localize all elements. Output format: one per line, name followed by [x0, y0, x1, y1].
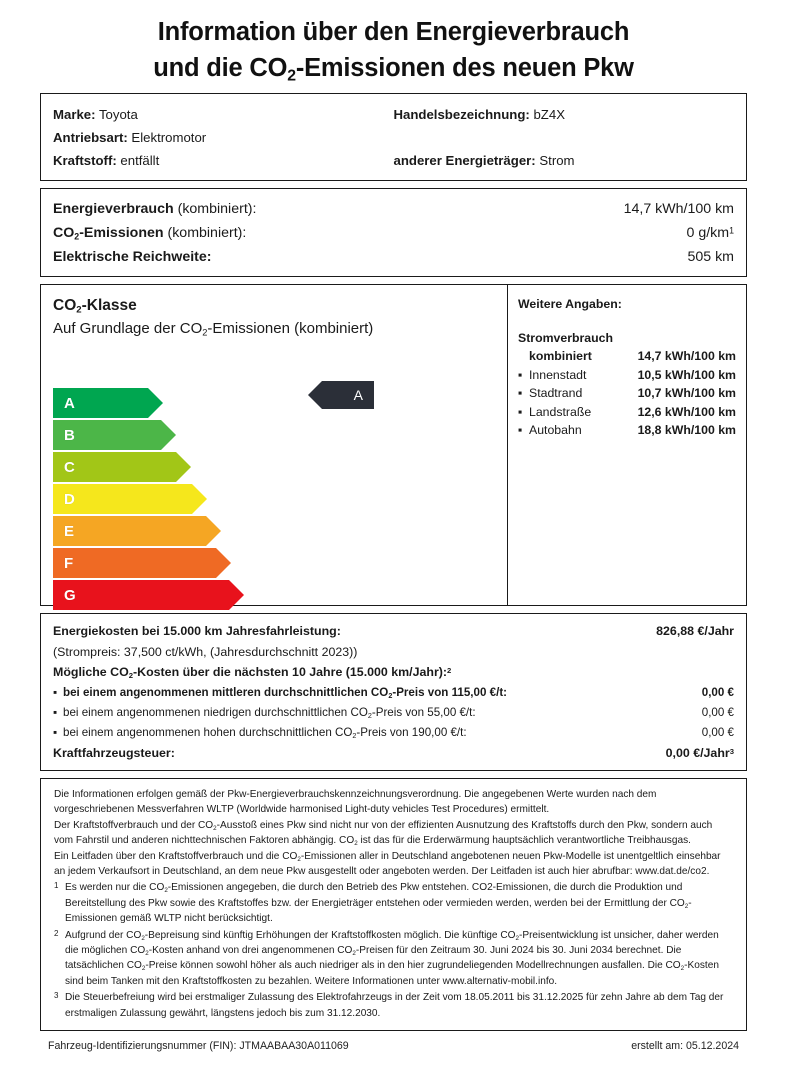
- bullet-icon: ▪: [518, 386, 523, 400]
- efficiency-bar-label-g: G: [64, 586, 76, 604]
- efficiency-bar-c: [53, 452, 229, 482]
- co2-subscript: 2: [352, 730, 357, 740]
- efficiency-bar-shape-c: [53, 452, 176, 482]
- cost-section: [40, 613, 747, 771]
- consumption-row-label: ▪ Innenstadt: [518, 366, 586, 385]
- brand-field: [53, 103, 394, 126]
- fuel-field: [53, 149, 394, 172]
- electric-range-value: 505 km: [687, 249, 734, 265]
- row-possible-co2-costs-heading: [53, 662, 734, 683]
- efficiency-bar-label-c: C: [64, 458, 75, 476]
- co2-class-marker-label: A: [353, 387, 363, 403]
- efficiency-bar-scale: [53, 388, 229, 612]
- consumption-row: [518, 384, 736, 403]
- vin-field: Fahrzeug-Identifizierungsnummer (FIN): JTMAABAA30A011069: [48, 1040, 349, 1053]
- co2-class-section: [40, 284, 747, 606]
- created-field: erstellt am: 05.12.2024: [631, 1040, 739, 1053]
- consumption-row: [518, 403, 736, 422]
- consumption-row-label: kombiniert: [529, 349, 592, 363]
- co2-subscript: 2: [202, 327, 208, 338]
- vehicle-identity-section: [40, 93, 747, 181]
- co2-subscript: 2: [684, 902, 689, 910]
- drivetrain-value: Elektromotor: [131, 130, 207, 145]
- page-title: [40, 0, 747, 86]
- row-vehicle-tax: [53, 743, 734, 764]
- efficiency-bar-shape-g: [53, 580, 229, 610]
- energy-consumption-value: 14,7 kWh/100 km: [623, 201, 734, 217]
- vin-value: JTMAABAA30A011069: [239, 1040, 349, 1053]
- consumption-row-value: 10,7 kWh/100 km: [637, 386, 736, 400]
- co2-subscript: 2: [213, 824, 217, 832]
- possible-co2-costs-label: Mögliche $CO_2$-Kosten über die nächsten 10 Jahre (15.000 km/Jahr):$^2$: [53, 665, 452, 681]
- co2-cost-scenarios: [53, 683, 734, 743]
- co2-subscript: 2: [76, 304, 82, 316]
- co2-cost-scenario-row: [53, 723, 734, 743]
- bullet-icon: ▪: [53, 685, 58, 699]
- fuel-value: entfällt: [120, 153, 160, 168]
- co2-cost-scenario-value: 0,00 €: [701, 725, 734, 739]
- model-field: [394, 103, 735, 126]
- bullet-icon: ▪: [53, 705, 58, 719]
- bullet-icon: ▪: [53, 725, 58, 739]
- consumption-row-value: 10,5 kWh/100 km: [637, 367, 736, 382]
- consumption-row: [518, 421, 736, 440]
- efficiency-bar-shape-a: [53, 388, 148, 418]
- co2-class-heading: $CO_2$-Klasse: [53, 297, 137, 316]
- co2-subscript: 2: [128, 671, 134, 681]
- co2-subscript: 2: [287, 67, 296, 85]
- fineprint-paragraph-3: Ein Leitfaden über den Kraftstoffverbrauch und die $CO_2$-Emissionen aller in Deutschland angebotenen neuen Pkw-Modelle ist unentgeltlich einsehbar an jedem Verkaufsort in Deutschland, an dem neue Pkw ausgestellt oder angeboten werden. Der Leitfaden ist auch hier abrufbar: www.dat.de/co2.: [54, 850, 721, 878]
- co2-cost-scenario-value: 0,00 €: [701, 705, 734, 719]
- co2-subscript: 2: [388, 690, 393, 700]
- electricity-price-note: (Strompreis: 37,500 ct/kWh, (Jahresdurchschnitt 2023)): [53, 644, 358, 659]
- co2-cost-scenario-row: [53, 683, 734, 703]
- consumption-row-label: ▪ Landstraße: [518, 403, 591, 422]
- row-co2-emissions: [53, 221, 734, 245]
- co2-subscript: 2: [141, 965, 146, 973]
- co2-subscript: 2: [297, 855, 301, 863]
- efficiency-bar-e: [53, 516, 229, 546]
- energy-carrier-value: Strom: [539, 153, 575, 168]
- efficiency-bar-shape-d: [53, 484, 192, 514]
- document-footer: [40, 1031, 747, 1052]
- co2-cost-scenario-label: ▪ bei einem angenommenen hohen durchschnittlichen $CO_2$-Preis von 190,00 €/t:: [53, 723, 467, 743]
- model-label: Handelsbezeichnung:: [393, 107, 530, 122]
- consumption-row-value: 14,7 kWh/100 km: [637, 349, 736, 363]
- footnote-ref-2: 2: [447, 665, 452, 675]
- co2-subscript: 2: [515, 934, 519, 942]
- footnote-1-number: 1: [54, 881, 59, 891]
- energy-carrier-label: anderer Energieträger:: [393, 153, 536, 168]
- efficiency-bar-label-f: F: [64, 554, 74, 572]
- consumption-row-label: ▪ Autobahn: [518, 421, 582, 440]
- co2-cost-scenario-label: ▪ bei einem angenommenen niedrigen durchschnittlichen $CO_2$-Preis von 55,00 €/t:: [53, 703, 476, 723]
- footnote-2-number: 2: [54, 928, 59, 938]
- energy-cost-value: 826,88 €/Jahr: [656, 624, 734, 638]
- bullet-icon: ▪: [518, 423, 523, 437]
- efficiency-bar-b: [53, 420, 229, 450]
- row-electric-range: [53, 245, 734, 269]
- consumption-row: [518, 347, 736, 366]
- consumption-row-value: 12,6 kWh/100 km: [637, 404, 736, 419]
- consumption-row: [518, 366, 736, 385]
- energy-cost-label: Energiekosten bei 15.000 km Jahresfahrleistung:: [53, 624, 341, 638]
- additional-info-panel: [507, 285, 746, 605]
- efficiency-bar-label-e: E: [64, 522, 75, 540]
- row-energy-cost: [53, 621, 734, 642]
- additional-info-title: Weitere Angaben:: [518, 297, 622, 311]
- identity-spacer: [394, 126, 735, 149]
- co2-class-scale: [41, 285, 507, 605]
- row-energy-consumption: [53, 197, 734, 221]
- vehicle-tax-value: 0,00 €/Jahr$^3$: [665, 745, 734, 760]
- footnote-2: [54, 928, 734, 990]
- electricity-consumption-heading: Stromverbrauch: [518, 331, 613, 345]
- bullet-icon: ▪: [518, 404, 523, 419]
- co2-subscript: 2: [145, 949, 149, 957]
- co2-subscript: 2: [141, 934, 145, 942]
- legal-fineprint-section: [40, 778, 747, 1031]
- co2-emissions-value: 0 $g/km^1$: [686, 225, 734, 241]
- efficiency-bar-d: [53, 484, 229, 514]
- footnote-1: [54, 880, 734, 926]
- footnote-3-number: 3: [54, 991, 59, 1001]
- efficiency-bar-shape-b: [53, 420, 161, 450]
- efficiency-bar-shape-e: [53, 516, 206, 546]
- consumption-section: [40, 188, 747, 277]
- footnote-1-text: Es werden nur die $CO_2$-Emissionen angegeben, die durch den Betrieb des Pkw entstehen. CO2-Emissionen, die durch die Produktion und Bereitstellung des Pkw sowie des Kraftstoffes bzw. der Energieträger entstehen oder vermieden werden, werden bei der Ermittlung der $CO_2$-Emissionen gemäß WLTP nicht berücksichtigt.: [65, 882, 692, 925]
- bullet-icon: ▪: [518, 367, 523, 382]
- footnote-ref-3: 3: [729, 746, 734, 756]
- co2-class-marker: [322, 381, 374, 409]
- footnote-2-text: Aufgrund der $CO_2$-Bepreisung sind künftig Erhöhungen der Kraftstoffkosten möglich. Die künftige $CO_2$-Preisentwicklung ist unsicher, daher werden die möglichen $CO_2$-Kosten anhand von drei angenommenen $CO_2$-Preisen für den Zeitraum 30. Juni 2024 bis 30. Juni 2034 berechnet. Die tatsächlichen $CO_2$-Preise können sowohl höher als auch niedriger als in den hier zugrundeliegenden Modellrechnungen ausfallen. Die $CO_2$-Kosten sind beim Tanken mit den Kraftstoffkosten zu bezahlen. Weitere Informationen unter www.alternativ-mobil.info.: [65, 929, 719, 987]
- efficiency-bar-label-a: A: [64, 394, 75, 412]
- drivetrain-field: [53, 126, 394, 149]
- footnote-3: [54, 990, 734, 1021]
- efficiency-bar-shape-f: [53, 548, 216, 578]
- energy-consumption-label: Energieverbrauch (kombiniert):: [53, 201, 257, 217]
- brand-value: Toyota: [98, 107, 138, 122]
- energy-carrier-field: [394, 149, 735, 172]
- brand-label: Marke:: [53, 107, 96, 122]
- title-line-2: und die $CO_2$-Emissionen des neuen Pkw: [153, 54, 634, 85]
- efficiency-bar-label-b: B: [64, 426, 75, 444]
- model-value: bZ4X: [533, 107, 565, 122]
- title-line-1: Information über den Energieverbrauch: [157, 18, 630, 46]
- co2-cost-scenario-row: [53, 703, 734, 723]
- identity-row-drivetrain: [53, 126, 734, 149]
- efficiency-bar-f: [53, 548, 229, 578]
- fineprint-paragraph-1: Die Informationen erfolgen gemäß der Pkw-Energieverbrauchskennzeichnungsverordnung. Die angegebenen Werte wurden nach dem vorgeschriebenen Messverfahren WLTP (Worldwide harmonised Light-duty vehicles Test Procedures) ermittelt.: [54, 789, 657, 816]
- identity-row-brand: [53, 103, 734, 126]
- footnote-3-text: Die Steuerbefreiung wird bei erstmaliger Zulassung des Elektrofahrzeugs in der Zeit vom 18.05.2011 bis 31.12.2025 für zehn Jahre ab dem Tag der erstmaligen Zulassung gewährt, längstens jedoch bis zum 31.12.2030.: [65, 992, 724, 1019]
- drivetrain-label: Antriebsart:: [53, 130, 128, 145]
- fineprint-paragraph-2: Der Kraftstoffverbrauch und der $CO_2$-Ausstoß eines Pkw sind nicht nur von der effizienten Ausnutzung des Kraftstoffs durch den Pkw, sondern auch vom Fahrstil und anderen nichttechnischen Faktoren abhängig. $CO_2$ ist das für die Erderwärmung hauptsächlich verantwortliche Treibhausgas.: [54, 819, 713, 847]
- co2-cost-scenario-label: ▪ bei einem angenommenen mittleren durchschnittlichen $CO_2$-Preis von 115,00 €/t:: [53, 683, 507, 703]
- efficiency-bar-label-d: D: [64, 490, 75, 508]
- fuel-label: Kraftstoff:: [53, 153, 117, 168]
- footnote-ref-1: 1: [729, 225, 734, 236]
- electric-range-label: Elektrische Reichweite:: [53, 249, 212, 265]
- electricity-consumption-rows: [518, 347, 736, 440]
- efficiency-bar-a: [53, 388, 229, 418]
- efficiency-bar-g: [53, 580, 229, 610]
- co2-subscript: 2: [367, 710, 372, 720]
- co2-emissions-label: $CO_2$-Emissionen (kombiniert):: [53, 225, 247, 242]
- co2-subscript: 2: [354, 839, 358, 847]
- co2-subscript: 2: [352, 949, 356, 957]
- co2-class-subheading: Auf Grundlage der $CO_2$-Emissionen (kombiniert): [53, 320, 374, 338]
- consumption-row-value: 18,8 kWh/100 km: [637, 423, 736, 437]
- identity-row-fuel: [53, 149, 734, 172]
- vehicle-tax-label: Kraftfahrzeugsteuer:: [53, 745, 175, 760]
- co2-cost-scenario-value: 0,00 €: [701, 685, 734, 699]
- consumption-row-label: ▪ Stadtrand: [518, 384, 582, 403]
- co2-subscript: 2: [74, 231, 80, 242]
- created-value: 05.12.2024: [685, 1040, 739, 1053]
- co2-subscript: 2: [680, 965, 685, 973]
- co2-subscript: 2: [164, 887, 168, 895]
